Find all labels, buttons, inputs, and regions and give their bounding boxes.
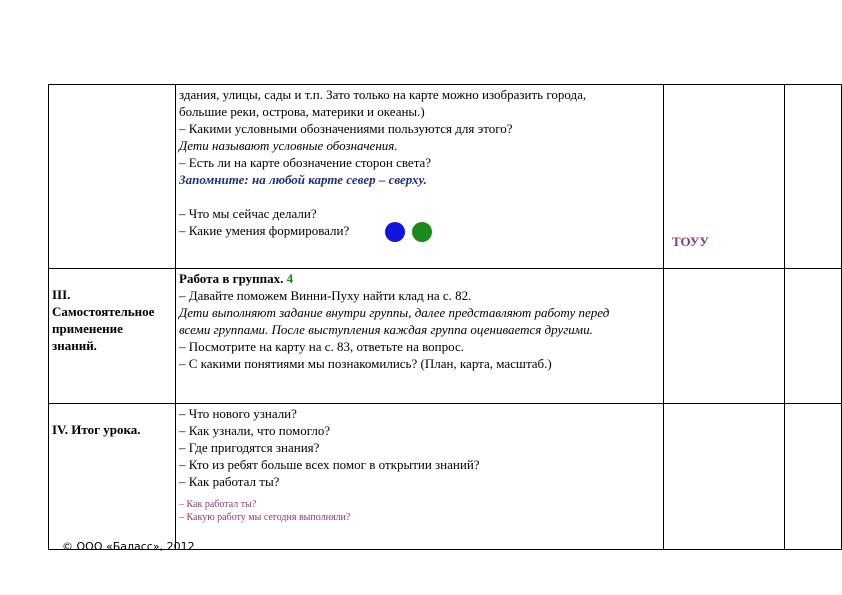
- text-line: – С какими понятиями мы познакомились? (План, карта, масштаб.): [179, 356, 552, 371]
- content-cell: [176, 404, 664, 550]
- stage-cell: [49, 404, 176, 550]
- text-line: – Как работал ты?: [179, 474, 280, 489]
- circle-markers: [385, 222, 439, 242]
- content-cell: [176, 269, 664, 404]
- text-line: – Как узнали, что помогло?: [179, 423, 331, 438]
- extra-cell: [785, 404, 842, 550]
- text-line: большие реки, острова, материки и океаны.): [179, 104, 425, 119]
- content-cell: [176, 85, 664, 269]
- text-line: – Кто из ребят больше всех помог в открытии знаний?: [179, 457, 480, 472]
- text-line: – Есть ли на карте обозначение сторон света?: [179, 155, 432, 170]
- note-cell: [664, 404, 785, 550]
- note-cell: [664, 269, 785, 404]
- heading-text: Работа в группах.: [179, 271, 284, 286]
- extra-cell: [785, 85, 842, 269]
- text-line: – Давайте поможем Винни-Пуху найти клад на с. 82.: [179, 288, 472, 303]
- extra-cell: [785, 269, 842, 404]
- lesson-table: [48, 84, 841, 550]
- question-text: – Какие умения формировали?: [179, 223, 350, 238]
- blue-circle-icon: [385, 222, 405, 242]
- heading-number: 4: [286, 271, 294, 286]
- stage-cell: [49, 269, 176, 404]
- remember-note: Запомните: на любой карте север – сверху.: [179, 172, 427, 187]
- stage-cell: [49, 85, 176, 269]
- italic-note: всеми группами. После выступления каждая группа оценивается другими.: [179, 322, 593, 337]
- small-note: – Какую работу мы сегодня выполняли?: [179, 512, 351, 523]
- text-line: – Что мы сейчас делали?: [179, 206, 317, 221]
- text-line: – Какими условными обозначениями пользуются для этого?: [179, 121, 513, 136]
- small-note: – Как работал ты?: [179, 499, 257, 510]
- italic-note: Дети выполняют задание внутри группы, далее представляют работу перед: [179, 305, 610, 320]
- text-line: – Что нового узнали?: [179, 406, 297, 421]
- text-line: – Посмотрите на карту на с. 83, ответьте на вопрос.: [179, 339, 464, 354]
- italic-note: Дети называют условные обозначения.: [179, 138, 398, 153]
- note-cell: [664, 85, 785, 269]
- table-row: [49, 404, 842, 550]
- table-row: [49, 269, 842, 404]
- stage-title: III. Самостоятельное применение знаний.: [52, 287, 155, 353]
- note-label: ТОУУ: [672, 234, 709, 249]
- text-line: здания, улицы, сады и т.п. Зато только на карте можно изобразить города,: [179, 87, 587, 102]
- section-heading: [179, 270, 659, 287]
- table-row: [49, 85, 842, 269]
- copyright-footer: © ООО «Баласс», 2012: [62, 540, 195, 553]
- green-circle-icon: [412, 222, 432, 242]
- text-line: – Где пригодятся знания?: [179, 440, 320, 455]
- text-line: [179, 222, 659, 242]
- stage-title: IV. Итог урока.: [52, 422, 141, 437]
